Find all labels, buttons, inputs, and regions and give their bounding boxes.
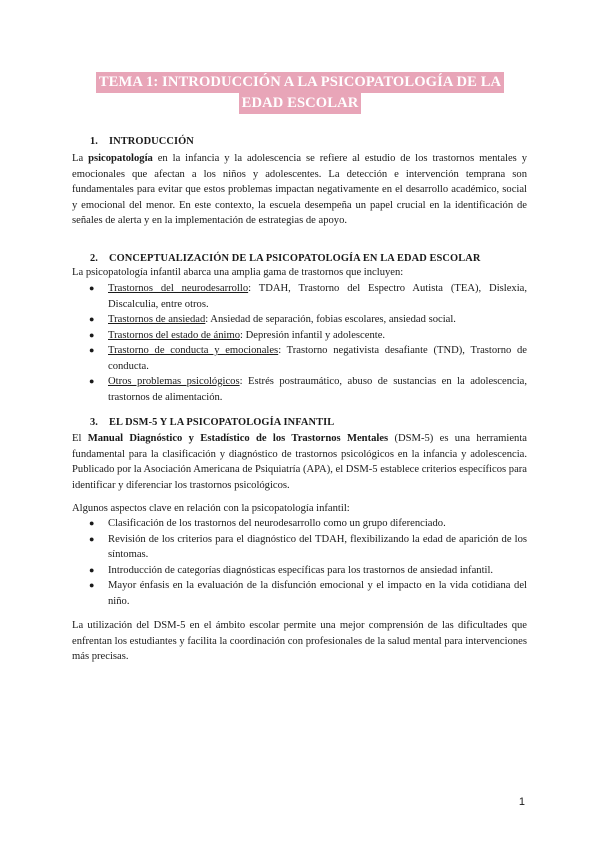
list-item-text: : Ansiedad de separación, fobias escolares, ansiedad social. xyxy=(205,314,456,325)
list-item xyxy=(72,374,527,405)
list-item-text: : Depresión infantil y adolescente. xyxy=(240,329,386,341)
section-3-heading xyxy=(90,417,334,428)
list-item-text: : Estrés postraumático, abuso de sustancias en la adolescencia, trastornos de alimentación. xyxy=(108,376,527,403)
list-item-text: Revisión de los criterios para el diagnóstico del TDAH, flexibilizando la edad de aparición de los síntomas. xyxy=(108,533,527,560)
section-2-heading xyxy=(90,253,480,264)
list-item xyxy=(72,312,527,328)
section-3-text: (DSM-5) es una herramienta fundamental para la clasificación y diagnóstico de trastornos psicológicos en la infancia y adolescencia. Publicado por la Asociación Americana de Psiquiatría (APA), el DSM-5 establece criterios específicos para identificar y diferenciar los trastornos psicológicos. xyxy=(72,433,528,491)
section-1-heading xyxy=(90,136,194,147)
list-item xyxy=(72,516,527,532)
list-item-text: Mayor énfasis en la evaluación de la disfunción emocional y el impacto en la vida cotidiana del niño. xyxy=(108,580,527,607)
bullet-icon: ● xyxy=(89,518,95,528)
list-item-label: Trastornos del estado de ánimo xyxy=(108,329,241,341)
bullet-icon: ● xyxy=(89,564,95,575)
list-item-label: Trastornos de ansiedad xyxy=(108,314,206,325)
section-1-text: en la infancia y la adolescencia se refiere al estudio de los trastornos mentales y emocionales que afectan a los niños y adolescentes. La detección e intervención temprana son fundamentales para evitar que estos problemas impactan negativamente en el desarrollo académico, social y emocional del menor. En este contexto, la escuela desempeña un papel crucial en la identificación de señales de alerta y en la implementación de estrategias de apoyo. xyxy=(72,153,527,226)
section-3-paragraph xyxy=(72,431,527,493)
section-3-closing: La utilización del DSM-5 en el ámbito escolar permite una mejor comprensión de las dificultades que enfrentan los estudiantes y facilita la coordinación con profesionales de la salud mental para intervenciones más precisas. xyxy=(72,620,527,662)
section-1-paragraph xyxy=(72,151,527,229)
section-3-intro: Algunos aspectos clave en relación con la psicopatología infantil: xyxy=(72,503,350,514)
bullet-icon: ● xyxy=(89,329,95,340)
section-2-intro: La psicopatología infantil abarca una amplia gama de trastornos que incluyen: xyxy=(72,267,404,278)
list-item-label: Trastorno de conducta y emocionales xyxy=(108,345,279,356)
bullet-icon: ● xyxy=(89,314,95,324)
bullet-icon: ● xyxy=(89,283,95,293)
page-number: 1 xyxy=(518,796,525,808)
list-item xyxy=(72,563,527,579)
list-item-text: Introducción de categorías diagnósticas específicas para los trastornos de ansiedad infantil. xyxy=(108,564,494,576)
list-item-label: Otros problemas psicológicos xyxy=(108,376,240,387)
list-item xyxy=(72,343,527,374)
section-3-list xyxy=(72,516,527,609)
section-3-bold-term: Manual Diagnóstico y Estadístico de los Trastornos Mentales xyxy=(87,433,389,444)
bullet-icon: ● xyxy=(89,376,95,386)
list-item-text: : TDAH, Trastorno del Espectro Autista (TEA), Dislexia, Discalculia, entre otros. xyxy=(108,283,527,310)
section-2-list xyxy=(72,281,527,405)
list-item xyxy=(72,281,527,312)
bullet-icon: ● xyxy=(89,580,95,590)
title-line-1: TEMA 1: INTRODUCCIÓN A LA PSICOPATOLOGÍA DE LA xyxy=(96,72,504,93)
list-item-text: Clasificación de los trastornos del neurodesarrollo como un grupo diferenciado. xyxy=(108,518,446,529)
section-1-number: 1. xyxy=(90,136,98,147)
list-item xyxy=(72,328,527,344)
section-1-title: INTRODUCCIÓN xyxy=(109,136,194,147)
bullet-icon: ● xyxy=(89,533,95,544)
list-item-label: Trastornos del neurodesarrollo xyxy=(108,283,249,294)
section-2-number: 2. xyxy=(90,253,98,264)
section-3-lead: El xyxy=(72,433,88,444)
list-item xyxy=(72,578,527,609)
bullet-icon: ● xyxy=(89,345,95,355)
title-line-2: EDAD ESCOLAR xyxy=(239,93,362,114)
list-item xyxy=(72,532,527,563)
section-1-lead: La xyxy=(72,153,89,164)
section-2-title: CONCEPTUALIZACIÓN DE LA PSICOPATOLOGÍA EN LA EDAD ESCOLAR xyxy=(109,253,481,264)
page-title xyxy=(0,72,600,114)
section-3-number: 3. xyxy=(90,417,98,428)
section-3-title: EL DSM-5 Y LA PSICOPATOLOGÍA INFANTIL xyxy=(109,417,335,428)
list-item-text: : Trastorno negativista desafiante (TND), Trastorno de conducta. xyxy=(108,345,528,372)
section-1-bold-term: psicopatología xyxy=(88,153,153,164)
